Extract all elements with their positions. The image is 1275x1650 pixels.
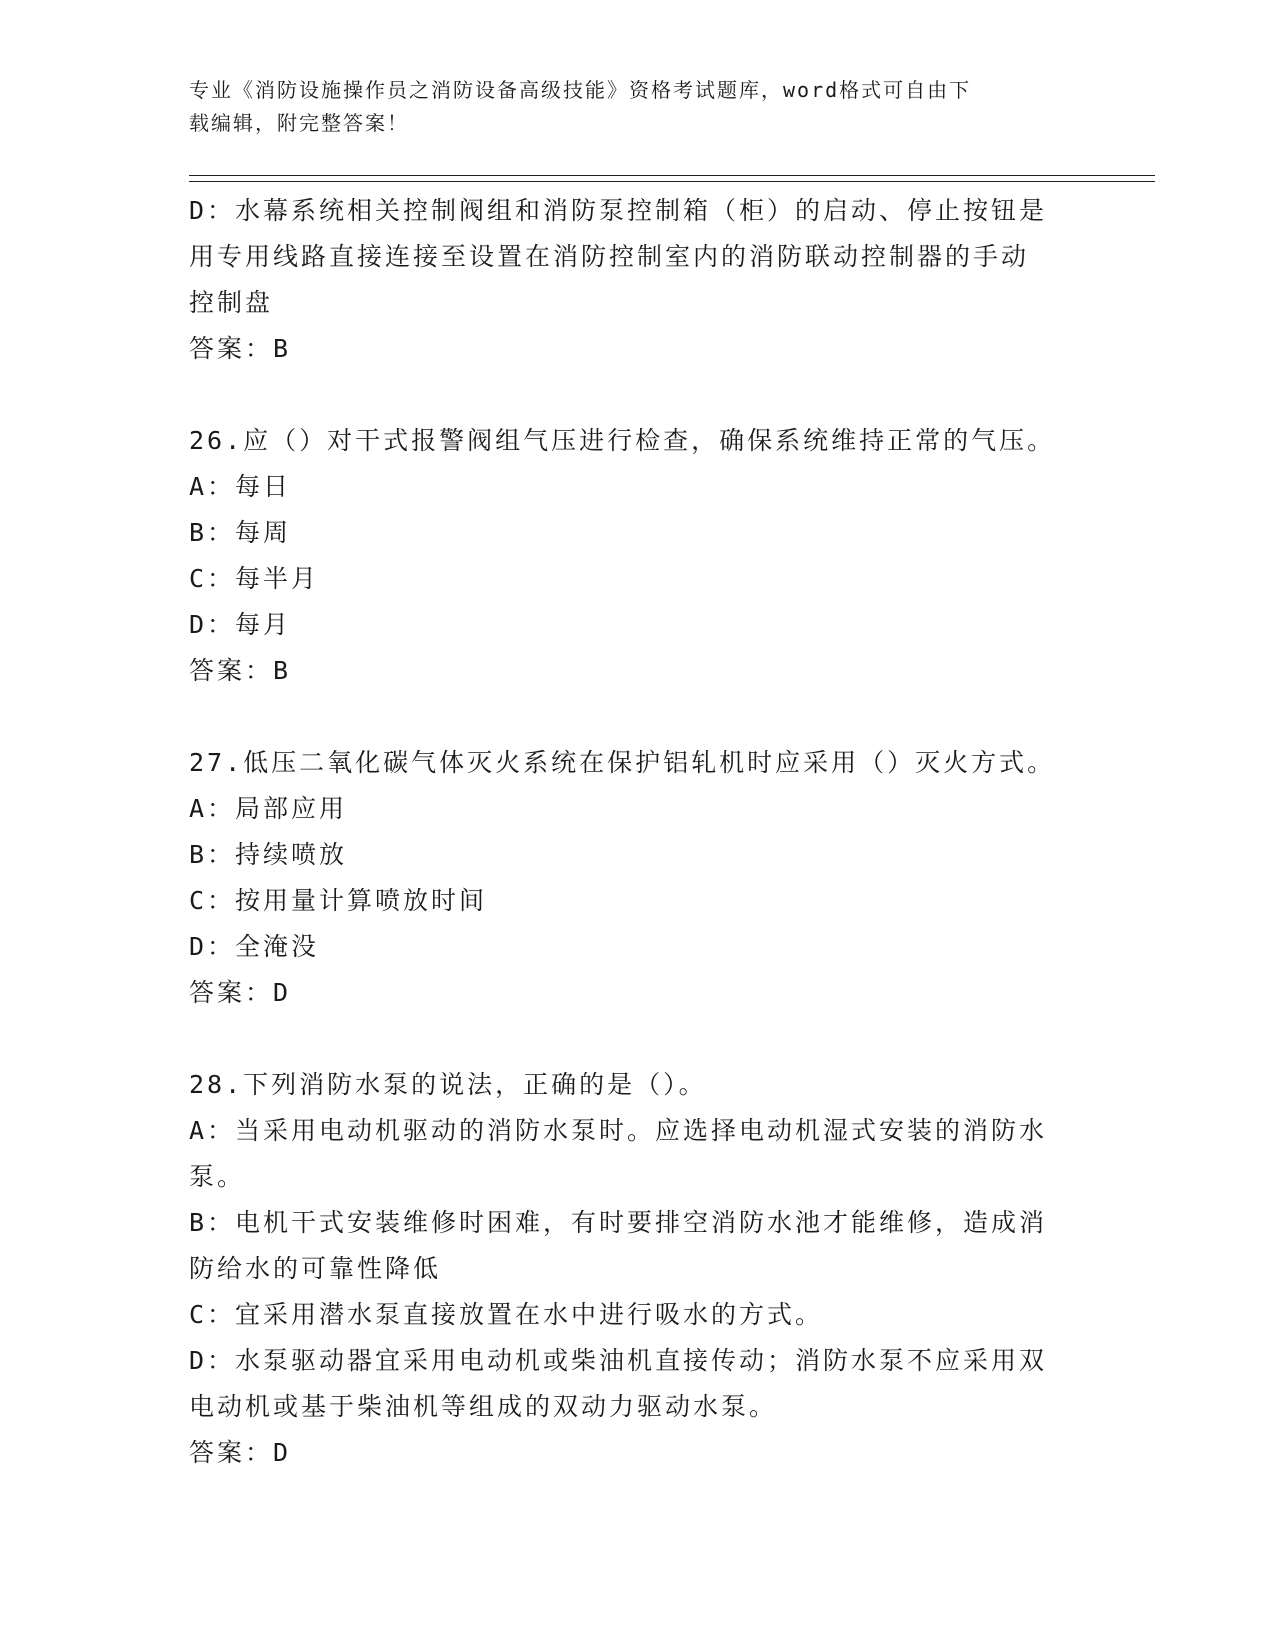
spacer [189,372,1089,418]
option-line: B：电机干式安装维修时困难，有时要排空消防水池才能维修，造成消 [189,1208,1048,1237]
option-line: B：每周 [189,518,292,547]
option-line: A：每日 [189,472,292,501]
question-text: 28.下列消防水泵的说法，正确的是（）。 [189,1070,707,1099]
option-line: 电动机或基于柴油机等组成的双动力驱动水泵。 [189,1392,778,1421]
question-block-27 [189,740,1089,1016]
option-line: C：每半月 [189,564,320,593]
option-line: A：当采用电动机驱动的消防水泵时。应选择电动机湿式安装的消防水 [189,1116,1048,1145]
option-line: 泵。 [189,1162,246,1191]
option-line: 控制盘 [189,288,274,317]
header-rule-top [189,175,1155,176]
answer-line: 答案：D [189,978,292,1007]
option-line: D：每月 [189,610,292,639]
header-rule-bottom [189,181,1155,182]
option-line: D：水幕系统相关控制阀组和消防泵控制箱（柜）的启动、停止按钮是 [189,196,1048,225]
document-header [189,74,1079,140]
answer-line: 答案：D [189,1438,292,1467]
option-line: D：全淹没 [189,932,320,961]
question-block-26 [189,418,1089,694]
option-line: B：持续喷放 [189,840,348,869]
option-line: A：局部应用 [189,794,348,823]
question-text: 26.应（）对干式报警阀组气压进行检查，确保系统维持正常的气压。 [189,426,1056,455]
option-line: 防给水的可靠性降低 [189,1254,442,1283]
option-line: C：宜采用潜水泵直接放置在水中进行吸水的方式。 [189,1300,824,1329]
question-block-28 [189,1062,1089,1476]
spacer [189,694,1089,740]
question-list [189,188,1089,1476]
answer-line: 答案：B [189,656,292,685]
question-text: 27.低压二氧化碳气体灭火系统在保护铝轧机时应采用（）灭火方式。 [189,748,1056,777]
spacer [189,1016,1089,1062]
option-line: 用专用线路直接连接至设置在消防控制室内的消防联动控制器的手动 [189,242,1030,271]
question-block-25 [189,188,1089,372]
header-line-2: 载编辑，附完整答案！ [189,111,409,135]
header-line-1: 专业《消防设施操作员之消防设备高级技能》资格考试题库，word格式可自由下 [189,78,972,102]
option-line: C：按用量计算喷放时间 [189,886,488,915]
answer-line: 答案：B [189,334,292,363]
option-line: D：水泵驱动器宜采用电动机或柴油机直接传动；消防水泵不应采用双 [189,1346,1048,1375]
